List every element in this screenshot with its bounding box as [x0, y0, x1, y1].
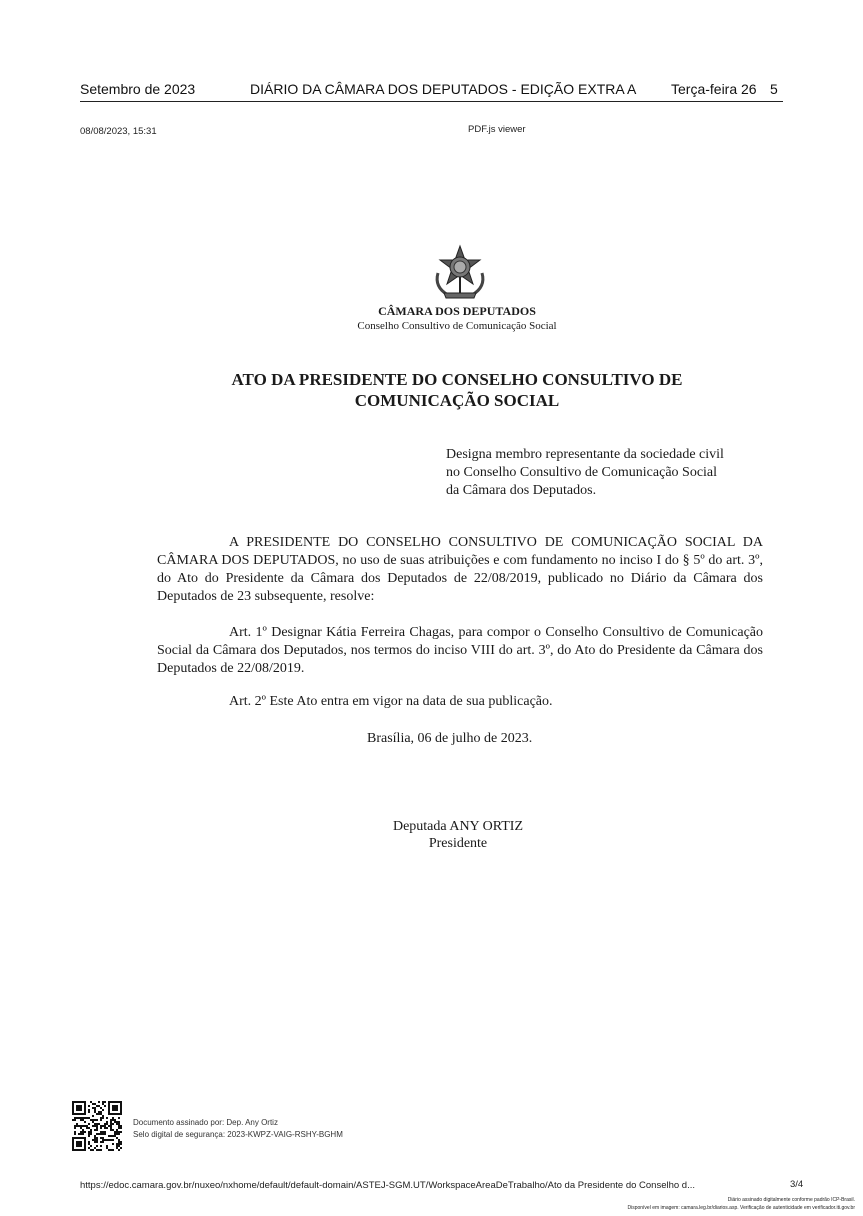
- summary-line: no Conselho Consultivo de Comunicação Social: [446, 465, 718, 480]
- header-publication: DIÁRIO DA CÂMARA DOS DEPUTADOS - EDIÇÃO EXTRA A: [250, 81, 637, 97]
- article-2: Art. 2º Este Ato entra em vigor na data de sua publicação.: [229, 694, 553, 709]
- header-page-number: 5: [770, 81, 778, 97]
- print-datetime: 08/08/2023, 15:31: [80, 126, 157, 137]
- header-rule: [80, 101, 783, 102]
- coat-of-arms-emblem: [430, 243, 490, 301]
- council-name: Conselho Consultivo de Comunicação Social: [357, 320, 557, 332]
- summary: [446, 446, 724, 500]
- print-url: https://edoc.camara.gov.br/nuxeo/nxhome/default/default-domain/ASTEJ-SGM.UT/WorkspaceAreaDeTrabalho/Ato da Presidente do Conselho d...: [80, 1180, 696, 1191]
- preamble-paragraph: A PRESIDENTE DO CONSELHO CONSULTIVO DE COMUNICAÇÃO SOCIAL DA CÂMARA DOS DEPUTADOS, no uso de suas atribuições e com fundamento no inciso I do § 5º do art. 3º, do Ato do Presidente da Câmara dos Deputados de 22/08/2019, publicado no Diário da Câmara dos Deputados de 23 subsequente, resolve:: [157, 535, 763, 604]
- institution-name: CÂMARA DOS DEPUTADOS: [378, 304, 536, 318]
- header-date: Setembro de 2023: [80, 81, 196, 97]
- certification-line1: Diário assinado digitalmente conforme padrão ICP-Brasil.: [727, 1197, 855, 1203]
- signed-by: Documento assinado por: Dep. Any Ortiz: [133, 1118, 278, 1127]
- article-1: Art. 1º Designar Kátia Ferreira Chagas, para compor o Conselho Consultivo de Comunicação Social da Câmara dos Deputados, nos termos do inciso VIII do art. 3º, do Ato do Presidente da Câmara dos Deputados de 22/08/2019.: [157, 625, 763, 676]
- place-date: Brasília, 06 de julho de 2023.: [367, 731, 533, 746]
- act-title-line2: COMUNICAÇÃO SOCIAL: [354, 391, 560, 410]
- security-seal: Selo digital de segurança: 2023-KWPZ-VAIG-RSHY-BGHM: [133, 1130, 343, 1139]
- act-title-line1: ATO DA PRESIDENTE DO CONSELHO CONSULTIVO DE: [231, 370, 683, 389]
- signatory-role: Presidente: [428, 836, 488, 851]
- qr-code: [72, 1101, 122, 1151]
- header-weekday: Terça-feira 26: [671, 81, 757, 97]
- summary-line: da Câmara dos Deputados.: [446, 483, 597, 498]
- signatory-name: Deputada ANY ORTIZ: [392, 819, 524, 834]
- print-viewer: PDF.js viewer: [468, 124, 526, 135]
- print-page-count: 3/4: [790, 1179, 804, 1190]
- summary-line: Designa membro representante da sociedade civil: [446, 447, 724, 462]
- certification-line2: Disponível em imagem: camara.leg.br/diarios.asp. Verificação de autenticidade em verificador.iti.gov.br: [627, 1205, 855, 1211]
